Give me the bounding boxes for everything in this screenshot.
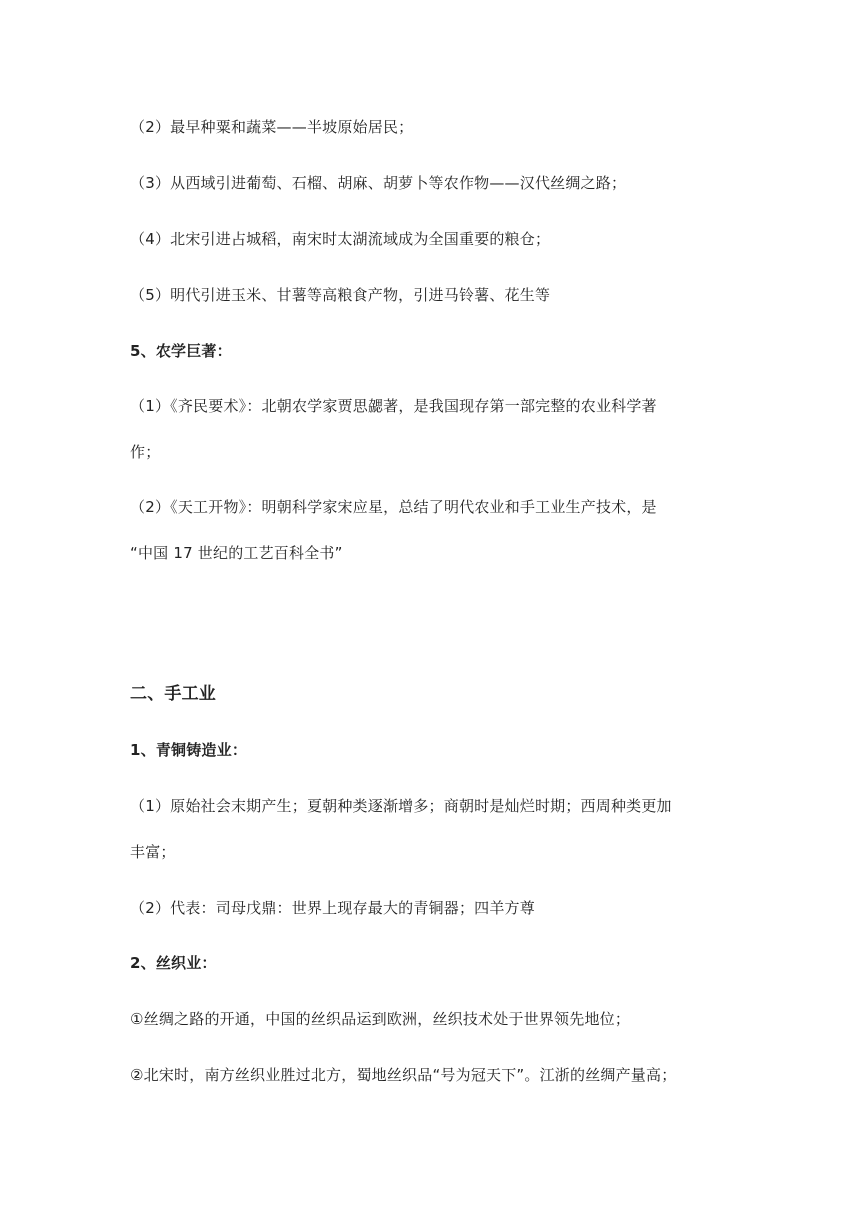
text-line: “中国 17 世纪的工艺百科全书”	[130, 544, 343, 562]
text-line: 丰富；	[130, 843, 176, 861]
text-line: （3）从西域引进葡萄、石榴、胡麻、胡萝卜等农作物——汉代丝绸之路；	[130, 174, 627, 192]
text-line: ①丝绸之路的开通，中国的丝织品运到欧洲，丝织技术处于世界领先地位；	[130, 1010, 631, 1028]
text-line: 作；	[130, 443, 161, 461]
text-line: （5）明代引进玉米、甘薯等高粮食产物，引进马铃薯、花生等	[130, 286, 551, 304]
text-line: （1）原始社会末期产生；夏朝种类逐渐增多；商朝时是灿烂时期；西周种类更加	[130, 797, 672, 815]
text-line: （2）最早种粟和蔬菜——半坡原始居民；	[130, 118, 414, 136]
text-line: （4）北宋引进占城稻，南宋时太湖流域成为全国重要的粮仓；	[130, 230, 551, 248]
text-line: （1）《齐民要术》：北朝农学家贾思勰著，是我国现存第一部完整的农业科学著	[130, 397, 657, 415]
text-line: （2）代表：司母戊鼎：世界上现存最大的青铜器；四羊方尊	[130, 899, 535, 917]
subheading: 2、丝织业：	[130, 954, 217, 972]
text-line: （2）《天工开物》：明朝科学家宋应星，总结了明代农业和手工业生产技术，是	[130, 498, 657, 516]
subheading: 1、青铜铸造业：	[130, 741, 248, 759]
section-heading: 二、手工业	[130, 684, 216, 704]
text-line: ②北宋时，南方丝织业胜过北方，蜀地丝织品“号为冠天下”。江浙的丝绸产量高；	[130, 1066, 677, 1084]
subheading: 5、农学巨著：	[130, 342, 232, 360]
